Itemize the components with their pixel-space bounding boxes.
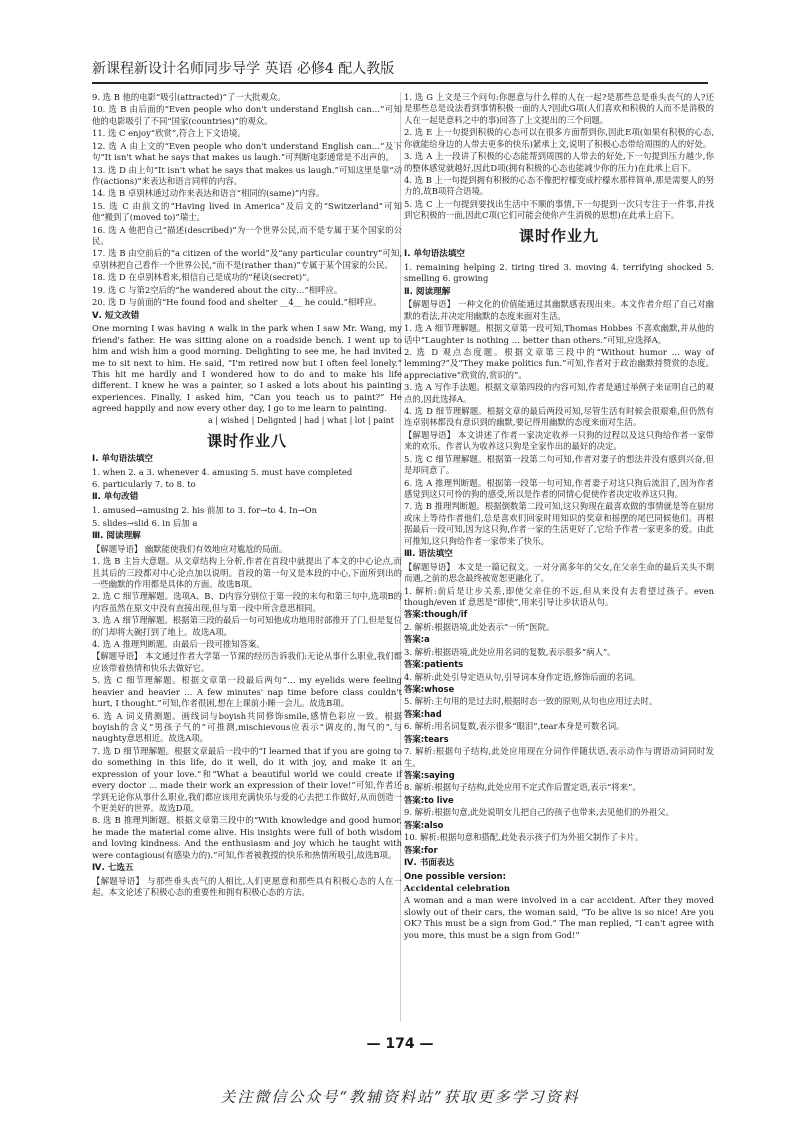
grammar-answer: 答案:for xyxy=(404,844,438,855)
footer-note: 关注微信公众号“教辅资料站”获取更多学习资料 xyxy=(220,1088,580,1106)
section-heading: Ⅳ. 书面表达 xyxy=(404,857,455,868)
reading-line: 7. 选 D 细节理解题。根据文章最后一段中的“I learned that if you are going to do something in this life, do it well, do it with joy, and make it an expression of your love.”和“What a beautiful world we could create if every doctor … made their work an expression of their love!”可知,作者还学到无论你从事什么职业,我们都应该用充满快乐与爱的心去把工作做好,从而创造一个更美好的世界。故选D项。 xyxy=(92,745,402,813)
answer-line: 11. 选 C enjoy“欣赏”,符合上下文语境。 xyxy=(92,128,246,139)
grammar-line: 1. 解析:前后是让步关系,即使父亲住的不远,但从来没有去看望过孩子。even though/even if 意思是“即使”,用来引导让步状语从句。 xyxy=(404,585,714,608)
answer-line: 4. 选 B 上一句提到拥有积极的心态不像把柠檬变成柠檬水那样简单,那是需要人的努力的,故B项符合语境。 xyxy=(404,174,714,197)
reading-line: 6. 选 A 词义猜测题。画线词与boyish共同修饰smile,感情色彩应一致。根据boyish的含义“男孩子气的”可推测,mischievous应表示“调皮的,淘气的”,与naughty意思相近。故选A项。 xyxy=(92,710,402,744)
section-heading: Ⅲ. 阅读理解 xyxy=(92,530,141,541)
reading-line: 1. 选 B 主旨大意题。从文章结构上分析,作者在首段中就提出了本文的中心论点,而且其后的三段都对中心论点加以说明。首段的第一句又是本段的中心,下面所到出的一些幽默的作用都是具体的方面。故选B项。 xyxy=(92,556,402,589)
answer-line: 20. 选 D 与前面的“He found food and shelter __4__ he could.”相呼应。 xyxy=(92,297,382,308)
answer-line: 15. 选 C 由前文的“Having lived in America”及后文的“Switzerland”可知他“搬到了(moved to)”瑞士。 xyxy=(92,200,402,223)
section-heading: Ⅰ. 单句语法填空 xyxy=(404,249,466,260)
essay-body: A woman and a man were involved in a car accident. After they moved slowly out of their cars, the woman said, “To be alive is so nice! Are you OK? This must be a sign from God.” The man replied, “I can't agree with you more, this must be a sign from God!” xyxy=(404,895,714,940)
grammar-line: 10. 解析:根据句意和搭配,此处表示孩子们为外祖父制作了卡片。 xyxy=(404,832,644,843)
error-correction-notes xyxy=(92,416,402,427)
reading-line: 【解题导语】 与那些垂头丧气的人相比,人们更愿意和那些具有积极心态的人在一起。本文论述了积极心态的重要性和拥有积极心态的方法。 xyxy=(92,875,402,898)
answer-line: 1. amused→amusing 2. his 前加 to 3. for→to 4. In→On xyxy=(92,505,318,516)
answer-line: 12. 选 A 由上文的“Even people who don't understand English can…”及下句“It isn't what he says that makes us laugh.”可判断电影通常是不出声的。 xyxy=(92,140,402,163)
section-heading: Ⅱ. 阅读理解 xyxy=(404,286,451,297)
grammar-line: 2. 解析:根据语境,此处表示“一所”医院。 xyxy=(404,621,555,632)
page-number: — 174 — xyxy=(366,1036,434,1052)
grammar-line: 9. 解析:根据句意,此处说明女儿把自己的孩子也带来,去见他们的外祖父。 xyxy=(404,807,675,818)
answer-line: 18. 选 D 在卓别林看来,相信自己是成功的“秘诀(secret)”。 xyxy=(92,272,315,283)
reading-line: 8. 选 B 推理判断题。根据文章第三段中的“With knowledge and good humor, he made the material come alive. His insights were full of both wisdom and loving kindness. And the enthusiasm and joy which he taught with were contagious(有感染力的).”可知,作者被教授的快乐和热情所吸引,故选B项。 xyxy=(92,815,402,860)
correction-words: a | wished | Delignted | had | what | lot | paint xyxy=(207,415,394,425)
answer-line: 3. 选 A 上一段讲了积极的心态能帮到周围的人带去的好处,下一句提到压力越少,你的整体感觉就越好,因此D项(拥有积极的心态也能减少你的压力)在此承上启下。 xyxy=(404,151,714,173)
reading-line: 3. 选 A 细节理解题。根据第三段的最后一句可知他成功地用肘部推开了门,但是复位的门却将大碗打到了地上。故选A项。 xyxy=(92,615,402,637)
grammar-answer: 答案:patients xyxy=(404,659,464,670)
homework-9-title: 课时作业九 xyxy=(518,226,599,245)
reading-line: 2. 选 D 观点态度题。根据文章第三段中的“Without humor … way of lemming?”及“They make politics fun.”可知,作者对于政治幽默持赞赏的态度。appreciative“欣赏的,赏识的”。 xyxy=(404,346,714,380)
essay-intro: One possible version: xyxy=(404,870,506,881)
grammar-answer: 答案:tears xyxy=(404,733,449,744)
answer-line: 1. remaining helping 2. tiring tired 3. moving 4. terrifying shocked 5. smelling 6. growing xyxy=(404,261,714,284)
reading-line: 【解题导语】 一种文化的价值能通过其幽默感表现出来。本文作者介绍了自己对幽默的看法,并决定用幽默的态度来面对生活。 xyxy=(404,299,714,321)
homework-8-title: 课时作业八 xyxy=(206,431,287,450)
reading-line: 1. 选 A 细节理解题。根据文章第一段可知,Thomas Hobbes 不喜欢幽默,并从他的话中“Laughter is nothing … better than others.”可知,应选择A。 xyxy=(404,323,714,345)
reading-line: 【解题导语】 本文讲述了作者一家决定收养一只狗的过程以及这只狗给作者一家带来的欢乐。作者认为收养这只狗是全家作出的最好的决定。 xyxy=(404,429,714,452)
answer-line: 2. 选 E 上一句提到积极的心态可以在很多方面帮到你,因此E项(如果有积极的心态,你就能给身边的人带去更多的快乐)紧承上文,说明了积极心态带给周围的人的好处。 xyxy=(404,127,714,149)
reading-line: 5. 选 C 细节理解题。根据文章第一段最后两句“… my eyelids were feeling heavier and heavier … A few minutes' nap time before class couldn't hurt, I thought.”可知,作者很困,想在上课前小睡一会儿。故选B项。 xyxy=(92,675,402,709)
error-correction-passage: One morning I was having ∧ walk in the park when I saw Mr. Wang, my friend's father. He was sitting alone on a roadside bench. I went up to him and wish him a good morning. Delighting to see me, he had invited me to sit next to him. He said, “I'm retired now but I often feel lonely.” This hit me hardly and I wondered how to do and to make his life different. I knew he was a painter, so I asked a lots about his painting experiences. Finally, I asked him, “Can you teach us to paint?” He agreed happily and now every other day, I go to me learn to painting. xyxy=(92,323,402,414)
reading-line: 2. 选 C 细节理解题。选项A、B、D内容分别位于第一段的末句和第三句中,选项B的内容虽然在原文中没有直接出现,但与第一段中所含意思相同。 xyxy=(92,591,402,613)
grammar-line: 7. 解析:根据句子结构,此处应用现在分词作伴随状语,表示动作与谓语动词同时发生。 xyxy=(404,746,714,768)
section-heading: Ⅲ. 语法填空 xyxy=(404,549,453,560)
grammar-line: 4. 解析:此处引导定语从句,引导词本身作定语,修饰后面的名词。 xyxy=(404,671,641,682)
reading-line: 4. 选 D 细节理解题。根据文章的最后两段可知,尽管生活有时候会很艰难,但仍然有连卓别林都没有意识到的幽默,要记得用幽默的态度来面对生活。 xyxy=(404,406,714,428)
answer-line: 17. 选 B 由空前后的“a citizen of the world”及“any particular country”可知,卓别林把自己看作一个世界公民,“而不是(rather than)”专属于某个国家的公民。 xyxy=(92,248,402,270)
reading-line: 【解题导语】 幽默能使我们有效地应对尴尬的局面。 xyxy=(92,543,288,554)
answer-line: 6. particularly 7. to 8. to xyxy=(92,479,196,490)
grammar-line: 3. 解析:根据语境,此处应用名词的复数,表示很多“病人”。 xyxy=(404,646,616,657)
essay-title: Accidental celebration xyxy=(404,883,510,894)
answer-line: 10. 选 B 由后面的“Even people who don't understand English can…”可知他的电影吸引了不同“国家(countries)”的观众。 xyxy=(92,104,402,126)
grammar-answer: 答案:a xyxy=(404,634,430,645)
answer-line: 1. 选 G 上文是三个问句:你愿意与什么样的人在一起?是那些总是垂头丧气的人?还是那些总是设法看到事情积极一面的人?因此G项(人们喜欢和积极的人而不是消极的人在一起是意料之中的事)回答了上文提出的三个问题。 xyxy=(404,92,714,125)
grammar-answer: 答案:saying xyxy=(404,769,455,780)
answer-line: 5. 选 C 上一句提到要找出生活中不顺的事情,下一句提到一次只专注于一件事,并找到它积极的一面,因此C项(它们可能会使你产生消极的思想)在此承上启下。 xyxy=(404,198,714,221)
grammar-answer: 答案:to live xyxy=(404,794,454,805)
grammar-answer: 答案:had xyxy=(404,708,442,719)
grammar-line: 6. 解析:用名词复数,表示很多“眼泪”,tear本身是可数名词。 xyxy=(404,721,625,732)
section-heading: Ⅳ. 七选五 xyxy=(92,863,134,874)
grammar-answer: 答案:though/if xyxy=(404,609,468,620)
answer-line: 13. 选 D 由上句“It isn't what he says that makes us laugh.”可知这里是靠“动作(actions)”来表达和语言同样的内容。 xyxy=(92,164,402,186)
answer-line: 14. 选 B 卓别林通过动作来表达和语言“相同的(same)”内容。 xyxy=(92,188,325,199)
reading-line: 【解题导语】 本文通过作者大学第一节课的经历告诉我们:无论从事什么职业,我们都应该带着热情和快乐去做好它。 xyxy=(92,651,402,673)
running-header xyxy=(92,56,708,84)
left-column xyxy=(92,92,402,900)
grammar-line: 5. 解析:主句用的是过去时,根据时态一致的原则,从句也应用过去时。 xyxy=(404,696,658,707)
header-title: 新课程新设计名师同步导学 英语 必修4 配人教版 xyxy=(92,61,395,77)
section-heading: Ⅱ. 单句改错 xyxy=(92,492,139,503)
left-answers-block xyxy=(92,92,402,309)
grammar-answer: 答案:also xyxy=(404,819,444,830)
answer-line: 9. 选 B 他的电影“吸引(attracted)”了一大批观众。 xyxy=(92,92,286,102)
right-column xyxy=(404,92,714,942)
answer-line: 1. when 2. a 3. whenever 4. amusing 5. must have completed xyxy=(92,466,353,477)
reading-line: 【解题导语】 本文是一篇记叙文。一对分离多年的父女,在父亲生命的最后关头不期而遇,之前的思念最终被宽恕更融化了。 xyxy=(404,561,714,584)
section-heading: Ⅴ. 短文改错 xyxy=(92,310,140,321)
reading-line: 4. 选 A 推理判断题。由最后一段可推知答案。 xyxy=(92,639,265,650)
reading-line: 5. 选 C 细节理解题。根据第一段第二句可知,作者对妻子的想法并没有感到兴奋,但是却同意了。 xyxy=(404,453,714,476)
answer-line: 5. slides→slid 6. in 后加 a xyxy=(92,517,198,528)
answer-line: 19. 选 C 与第2空后的“he wandered about the city…”相呼应。 xyxy=(92,284,343,295)
section-heading: Ⅰ. 单句语法填空 xyxy=(92,453,154,464)
reading-line: 7. 选 B 推理判断题。根据倒数第二段可知,这只狗现在最喜欢做的事情就是等在厨房或床上等待作者他们,总是喜欢们回家时用知识的奖章和摇摆的尾巴同候他们。再根据最后一段可知,因为这只狗,作者一家的生活更好了,它给予作者一家更多的爱。由此可推知,这只狗给作者一家带来了快乐。 xyxy=(404,501,714,546)
grammar-answer: 答案:whose xyxy=(404,684,455,695)
reading-line: 3. 选 A 写作手法题。根据文章第四段的内容可知,作者是通过举例子来证明自己的观点的,因此选择A。 xyxy=(404,382,714,404)
reading-line: 6. 选 A 推理判断题。根据第一段第一句可知,作者妻子对这只狗后流泪了,因为作者感觉到这只可怜的狗的感受,所以是作者的同情心促使作者决定收养这只狗。 xyxy=(404,477,714,499)
answer-line: 16. 选 A 他把自己“描述(described)”为一个世界公民,而不是专属于某个国家的公民。 xyxy=(92,224,402,247)
grammar-line: 8. 解析:根据句子结构,此处应用不定式作后置定语,表示“将来”。 xyxy=(404,782,641,793)
